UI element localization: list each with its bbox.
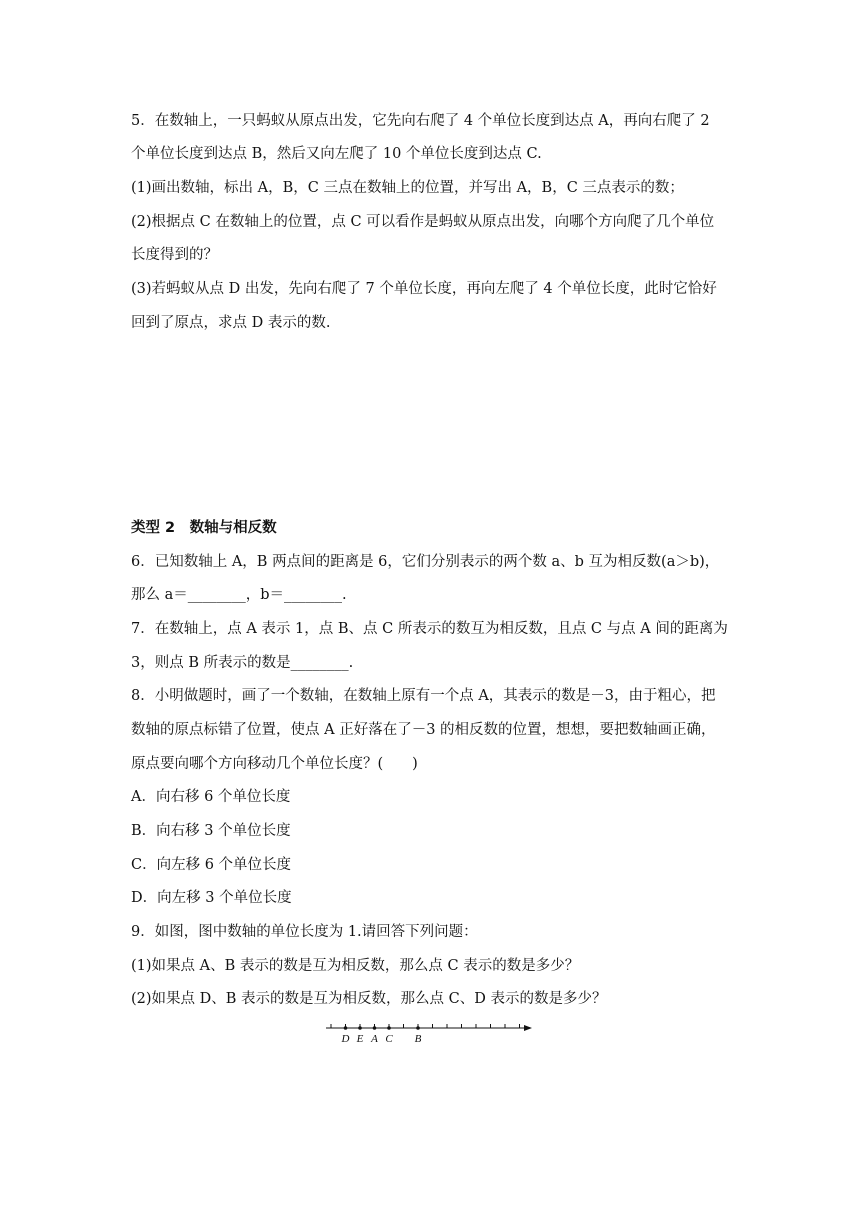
q5-line-2: 个单位长度到达点 B，然后又向左爬了 10 个单位长度到达点 C. bbox=[131, 146, 542, 162]
point-b-label: B bbox=[414, 1033, 422, 1045]
q5-line-4: (2)根据点 C 在数轴上的位置，点 C 可以看作是蚂蚁从原点出发，向哪个方向爬了几个单位 bbox=[131, 214, 715, 230]
q5-line-3: (1)画出数轴，标出 A，B，C 三点在数轴上的位置，并写出 A，B，C 三点表示的数； bbox=[131, 180, 684, 196]
point-e-dot bbox=[358, 1026, 362, 1030]
point-d-dot bbox=[344, 1026, 348, 1030]
point-c-label: C bbox=[385, 1033, 393, 1045]
q8-line-1: 8．小明做题时，画了一个数轴，在数轴上原有一个点 A，其表示的数是－3，由于粗心，把 bbox=[131, 688, 716, 704]
q6-line-2: 那么 a＝________，b＝________. bbox=[131, 587, 347, 603]
q9-line-1: 9．如图，图中数轴的单位长度为 1.请回答下列问题： bbox=[131, 924, 478, 940]
q9-line-2: (1)如果点 A、B 表示的数是互为相反数，那么点 C 表示的数是多少？ bbox=[131, 958, 580, 974]
number-line-points bbox=[341, 1026, 422, 1045]
q5-line-7: 回到了原点，求点 D 表示的数. bbox=[131, 315, 331, 331]
q7-line-2: 3，则点 B 所表示的数是________. bbox=[131, 655, 354, 671]
q7-line-1: 7．在数轴上，点 A 表示 1，点 B、点 C 所表示的数互为相反数，且点 C 与点 A 间的距离为 bbox=[131, 621, 728, 637]
q8-line-2: 数轴的原点标错了位置，使点 A 正好落在了－3 的相反数的位置，想想，要把数轴画正确， bbox=[131, 722, 716, 738]
q8-option-d: D．向左移 3 个单位长度 bbox=[131, 890, 292, 906]
number-line-arrow-icon bbox=[524, 1025, 532, 1031]
q6-line-1: 6．已知数轴上 A，B 两点间的距离是 6，它们分别表示的两个数 a、b 互为相反数(a＞b)， bbox=[131, 554, 720, 570]
point-a-label: A bbox=[371, 1033, 378, 1045]
q5-line-6: (3)若蚂蚁从点 D 出发，先向右爬了 7 个单位长度，再向左爬了 4 个单位长度，此时它恰好 bbox=[131, 281, 717, 297]
section-heading: 类型 2 数轴与相反数 bbox=[131, 520, 277, 536]
number-line-figure bbox=[322, 1018, 536, 1048]
point-a-dot bbox=[373, 1026, 377, 1030]
point-e-label: E bbox=[356, 1033, 364, 1045]
q5-line-5: 长度得到的？ bbox=[131, 247, 218, 263]
point-c-dot bbox=[387, 1026, 391, 1030]
point-b-dot bbox=[416, 1026, 420, 1030]
q8-option-c: C．向左移 6 个单位长度 bbox=[131, 857, 292, 873]
point-d-label: D bbox=[341, 1033, 350, 1045]
q8-line-3: 原点要向哪个方向移动几个单位长度？( ) bbox=[131, 756, 418, 772]
q5-line-1: 5．在数轴上，一只蚂蚁从原点出发，它先向右爬了 4 个单位长度到达点 A，再向右爬了 2 bbox=[131, 113, 710, 129]
q9-line-3: (2)如果点 D、B 表示的数是互为相反数，那么点 C、D 表示的数是多少？ bbox=[131, 991, 607, 1007]
q8-option-a: A．向右移 6 个单位长度 bbox=[131, 789, 291, 805]
q8-option-b: B．向右移 3 个单位长度 bbox=[131, 823, 291, 839]
